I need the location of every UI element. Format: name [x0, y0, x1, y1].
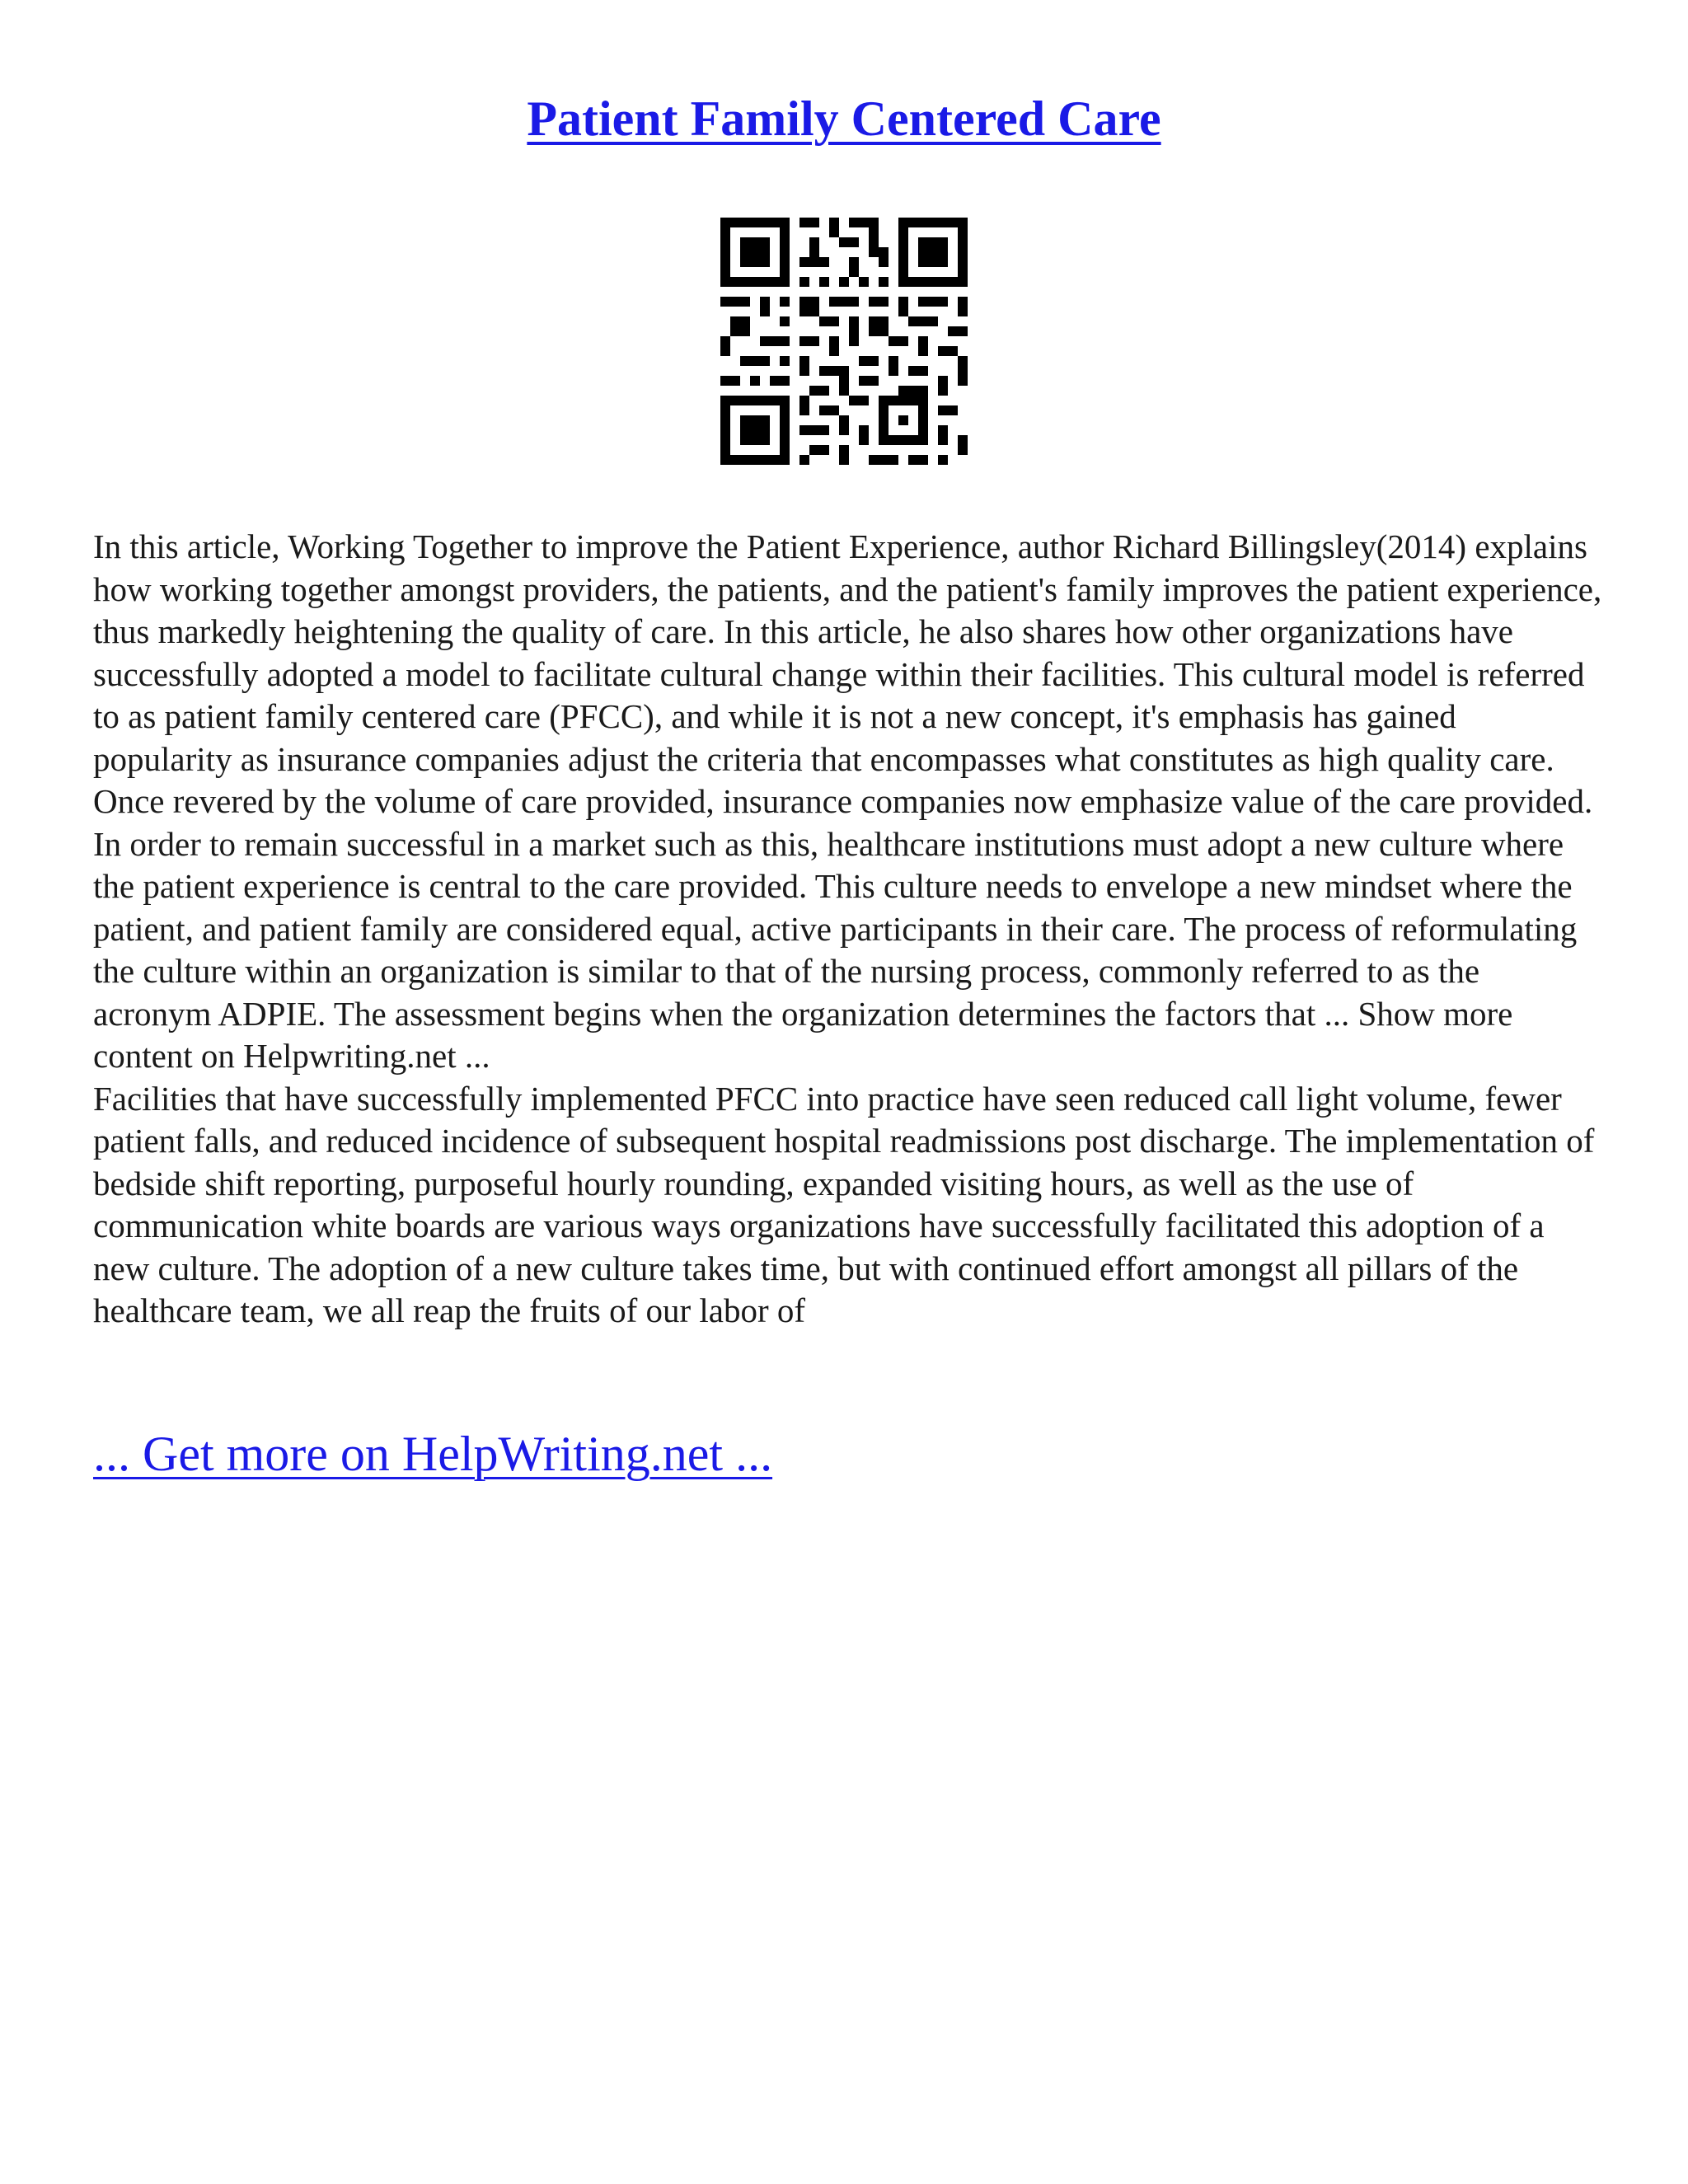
page-title — [0, 89, 1688, 148]
article-paragraph-1: In this article, Working Together to improve the Patient Experience, author Richard Billingsley(2014) explains how working together amongst providers, the patients, and the patient's family improves the patient experience, thus markedly heightening the quality of care. In this article, he also shares how other organizations have successfully adopted a model to facilitate cultural change within their facilities. This cultural model is referred to as patient family centered care (PFCC), and while it is not a new concept, it's emphasis has gained popularity as insurance companies adjust the criteria that encompasses what constitutes as high quality care. Once revered by the volume of care provided, insurance companies now emphasize value of the care provided. In order to remain successful in a market such as this, healthcare institutions must adopt a new culture where the patient experience is central to the care provided. This culture needs to envelope a new mindset where the patient, and patient family are considered equal, active participants in their care. The process of reformulating the culture within an organization is similar to that of the nursing process, commonly referred to as the acronym ADPIE. The assessment begins when the organization determines the factors that ... Show more content on Helpwriting.net ... — [93, 527, 1602, 1075]
get-more-link-container — [93, 1424, 772, 1483]
get-more-link[interactable]: ... Get more on HelpWriting.net ... — [93, 1427, 773, 1481]
article-body — [93, 526, 1603, 1333]
title-link[interactable]: Patient Family Centered Care — [527, 91, 1161, 146]
qr-code-icon — [720, 218, 968, 465]
article-paragraph-2: Facilities that have successfully implemented PFCC into practice have seen reduced call light volume, fewer patient falls, and reduced incidence of subsequent hospital readmissions post discharge. The implementation of bedside shift reporting, purposeful hourly rounding, expanded visiting hours, as well as the use of communication white boards are various ways organizations have successfully facilitated this adoption of a new culture. The adoption of a new culture takes time, but with continued effort amongst all pillars of the healthcare team, we all reap the fruits of our labor of — [93, 1079, 1595, 1329]
